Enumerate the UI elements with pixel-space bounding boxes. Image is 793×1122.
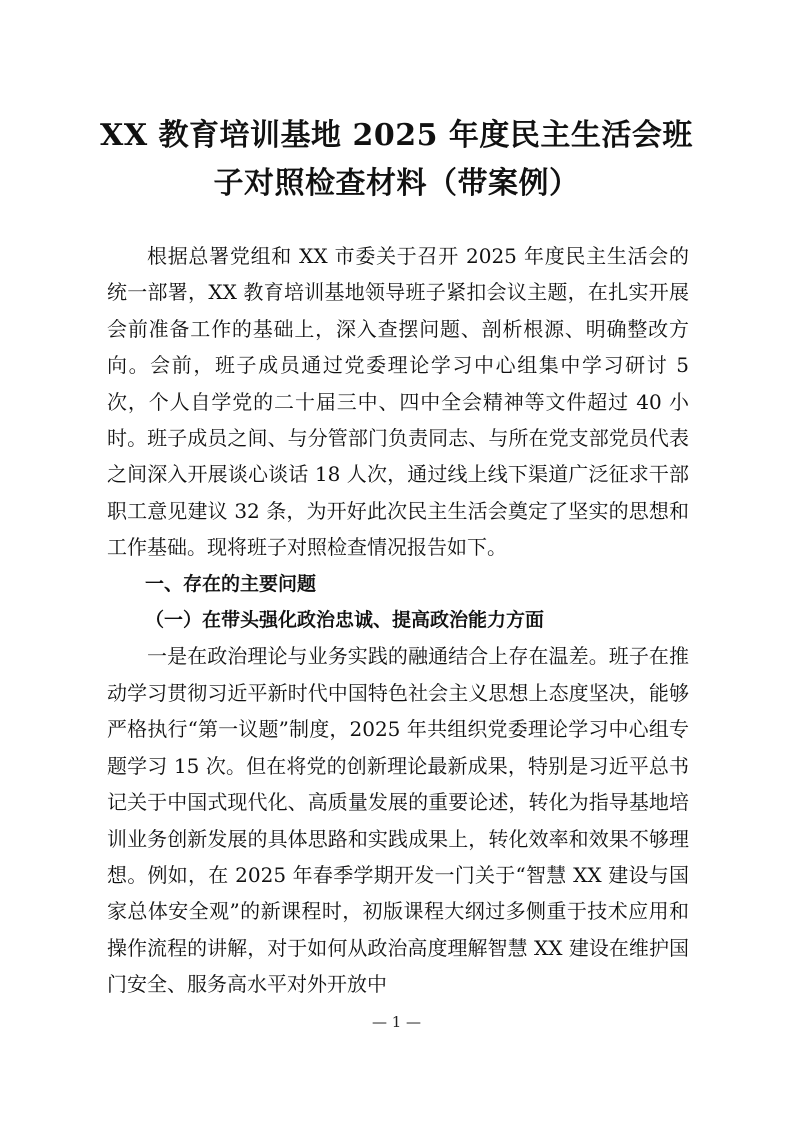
section-heading: 一、存在的主要问题 [145,572,317,595]
document-title [100,112,693,208]
title-line-2: 子对照检查材料（带案例） [213,166,580,201]
title-line-1: XX 教育培训基地 2025 年度民主生活会班 [100,118,693,153]
point-paragraph [107,638,689,1002]
document-body [107,238,689,1003]
subsection-heading: （一）在带头强化政治忠诚、提高政治能力方面 [145,609,545,632]
page-number: — 1 — [371,1013,422,1031]
point-text: 在政治理论与业务实践的融通结合上存在温差。班子在推动学习贯彻习近平新时代中国特色社会主义思想上态度坚决，能够严格执行“第一议题”制度，2025 年共组织党委理论学习中心组专题学习 15 次。但在将党的创新理论最新成果，特别是习近平总书记关于中国式现代化、高质量发展的重要论述，转化为指导基地培训业务创新发展的具体思路和实践成果上，转化效率和效果不够理想。例如，在 2025 年春季学期开发一门关于“智慧 XX 建设与国家总体安全观”的新课程时，初版课程大纲过多侧重于技术应用和操作流程的讲解，对于如何从政治高度理解智慧 XX 建设在维护国门安全、服务高水平对外开放中 [107,644,690,997]
point-lead: 一是 [147,644,188,669]
intro-paragraph: 根据总署党组和 XX 市委关于召开 2025 年度民主生活会的统一部署，XX 教育培训基地领导班子紧扣会议主题，在扎实开展会前准备工作的基础上，深入查摆问题、剖析根源、明确整改方向。会前，班子成员通过党委理论学习中心组集中学习研讨 5 次，个人自学党的二十届三中、四中全会精神等文件超过 40 小时。班子成员之间、与分管部门负责同志、与所在党支部党员代表之间深入开展谈心谈话 18 人次，通过线上线下渠道广泛征求干部职工意见建议 32 条，为开好此次民主生活会奠定了坚实的思想和工作基础。现将班子对照检查情况报告如下。 [107,244,689,560]
